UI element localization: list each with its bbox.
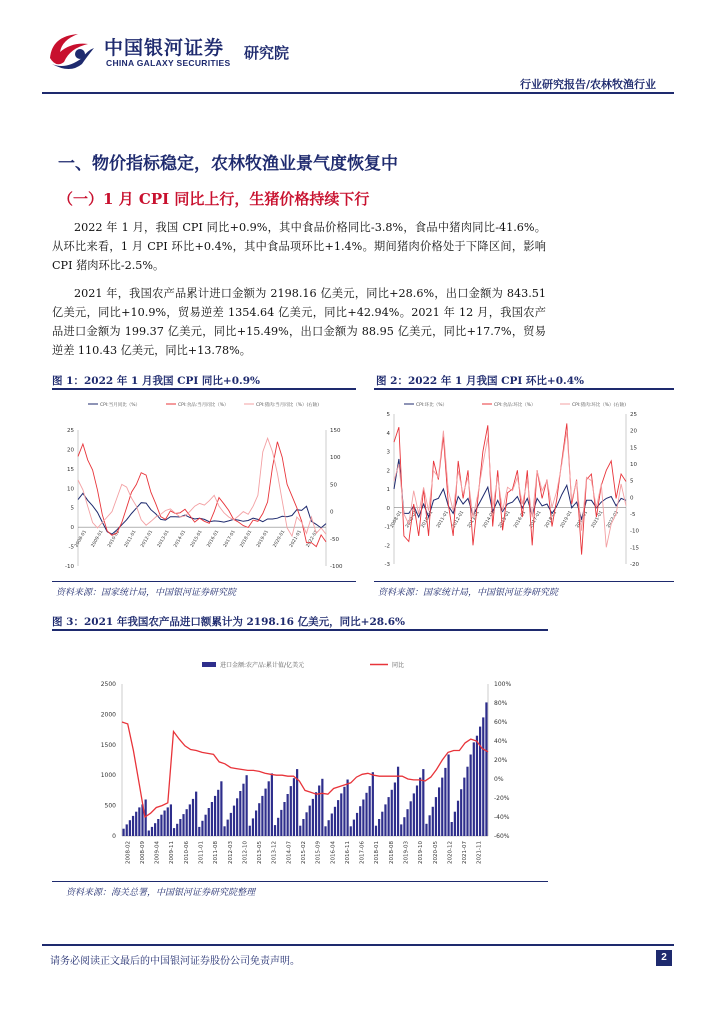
page-number: 2: [656, 950, 672, 966]
legend-label: CPI:猪肉:环比（%）(右轴): [572, 403, 627, 408]
y-tick-right: -40%: [494, 814, 510, 821]
y-tick-left: -3: [384, 562, 390, 568]
y-tick-left: 2500: [100, 681, 116, 688]
bar: [173, 828, 175, 836]
x-tick: 2010-06: [183, 841, 190, 864]
x-tick: 2017-01: [223, 529, 237, 549]
bar: [252, 818, 254, 836]
x-tick: 2020-05: [432, 841, 439, 864]
fig2-source: 资料来源：国家统计局，中国银河证券研究院: [378, 588, 559, 598]
header-rule: [42, 92, 674, 94]
x-tick: 2022-01: [305, 529, 320, 549]
y-tick-left: 10: [67, 486, 74, 493]
bar: [375, 826, 377, 836]
bar: [135, 812, 137, 836]
bar: [280, 810, 282, 836]
bar: [138, 807, 140, 836]
series-line: [78, 493, 326, 534]
bar: [394, 783, 396, 837]
bar: [220, 781, 222, 836]
bar: [400, 824, 402, 836]
bar: [214, 796, 216, 836]
bar: [482, 717, 484, 836]
bar: [271, 773, 273, 836]
y-tick-right: -20%: [494, 795, 510, 802]
bar: [460, 789, 462, 836]
x-tick: 2008-02: [125, 841, 132, 864]
x-tick: 2015-09: [315, 841, 322, 864]
y-tick-left: -2: [384, 543, 390, 550]
bar: [466, 767, 468, 836]
y-tick-left: -1: [384, 524, 390, 531]
x-tick: 2014-07: [286, 841, 293, 864]
x-tick: 2011-01: [198, 841, 205, 864]
y-tick-left: 15: [67, 466, 74, 473]
bar: [321, 779, 323, 836]
bar: [346, 780, 348, 837]
y-tick-right: 20: [630, 428, 637, 435]
bar: [208, 808, 210, 836]
company-logo: [42, 28, 98, 74]
bar: [470, 755, 472, 837]
bar: [359, 806, 361, 836]
x-tick: 2019-03: [403, 841, 410, 864]
fig1-title: 图 1：2022 年 1 月我国 CPI 同比+0.9%: [52, 375, 260, 387]
bar: [362, 800, 364, 837]
y-tick-right: 0: [630, 495, 634, 502]
bar: [302, 819, 304, 836]
report-type: 行业研究报告/农林牧渔行业: [520, 78, 657, 91]
fig3-source: 资料来源：海关总署，中国银河证券研究院整理: [66, 888, 256, 898]
footer-rule: [42, 944, 674, 946]
bar: [422, 769, 424, 836]
bar: [485, 702, 487, 836]
x-tick: 2013-01: [156, 529, 171, 549]
bar: [438, 787, 440, 836]
fig3-bottom-rule: [52, 881, 548, 882]
fig1-bottom-rule: [52, 581, 356, 582]
bar: [391, 790, 393, 836]
x-tick: 2021-07: [462, 841, 469, 864]
bar: [274, 825, 276, 836]
legend-label: CPI:食品:环比（%）: [494, 403, 536, 408]
bar: [261, 796, 263, 836]
subsection-heading: （一）1 月 CPI 同比上行，生猪价格持续下行: [58, 190, 370, 208]
institute-label: 研究院: [244, 44, 290, 62]
bar: [258, 803, 260, 836]
x-tick: 2013-01: [467, 510, 481, 530]
legend-label: CPI:食品:当月同比（%）: [178, 403, 229, 408]
y-tick-left: 2: [386, 468, 390, 475]
bar: [217, 790, 219, 836]
bar: [205, 815, 207, 836]
y-tick-left: 0: [70, 525, 74, 532]
y-tick-right: 0%: [494, 776, 504, 783]
x-tick: 2019-01: [559, 510, 574, 530]
bar: [223, 826, 225, 836]
bar: [154, 823, 156, 836]
ag-import-chart: [52, 640, 548, 876]
bar: [201, 821, 203, 836]
x-tick: 2012-10: [242, 841, 249, 864]
cpi-yoy-chart: [52, 392, 356, 578]
bar: [170, 804, 172, 836]
bar: [463, 778, 465, 836]
legend-swatch: [202, 662, 216, 667]
x-tick: 2020-01: [272, 529, 287, 549]
cpi-mom-chart: [374, 392, 674, 578]
bar: [126, 824, 128, 836]
bar: [264, 789, 266, 836]
bar: [148, 831, 150, 837]
series-line: [78, 438, 326, 536]
bar: [473, 742, 475, 836]
bar: [353, 820, 355, 836]
bar: [277, 818, 279, 836]
y-tick-right: -15: [630, 545, 639, 552]
disclaimer-note: 请务必阅读正文最后的中国银河证券股份公司免责声明。: [50, 956, 300, 967]
x-tick: 2013-05: [257, 841, 264, 864]
x-tick: 2009-11: [169, 841, 176, 864]
y-tick-right: 20%: [494, 757, 508, 764]
legend-label: CPI:环比（%）: [416, 403, 447, 408]
y-tick-right: -5: [630, 512, 636, 518]
bar: [236, 798, 238, 836]
fig1-source: 资料来源：国家统计局，中国银河证券研究院: [56, 588, 237, 598]
bar: [372, 772, 374, 836]
y-tick-right: 150: [330, 428, 341, 434]
bar: [324, 826, 326, 836]
bar: [312, 799, 314, 836]
bar: [425, 824, 427, 836]
x-tick: 2017-06: [359, 841, 366, 864]
bar: [176, 824, 178, 836]
fig3-title: 图 3：2021 年我国农产品进口额累计为 2198.16 亿美元，同比+28.6%: [52, 616, 405, 628]
legend-label: 进口金额:农产品:累计值/亿美元: [220, 662, 305, 669]
bar: [397, 767, 399, 836]
x-tick: 2021-01: [289, 529, 303, 549]
bar: [239, 791, 241, 836]
bar: [290, 786, 292, 836]
y-tick-left: -10: [65, 564, 74, 570]
x-tick: 2015-02: [301, 841, 307, 864]
bar: [293, 778, 295, 836]
x-tick: 2019-10: [418, 841, 425, 864]
y-tick-left: 5: [386, 412, 390, 418]
x-tick: 2015-01: [497, 510, 512, 530]
y-tick-right: -10: [630, 528, 639, 535]
fig2-title: 图 2：2022 年 1 月我国 CPI 环比+0.4%: [376, 375, 584, 387]
bar: [160, 815, 162, 836]
bar: [410, 801, 412, 836]
fig1-rule: [52, 388, 356, 390]
bar: [129, 820, 131, 836]
y-tick-right: -60%: [494, 833, 510, 840]
bar: [337, 800, 339, 836]
bar: [457, 801, 459, 836]
bar: [167, 807, 169, 836]
bar: [179, 819, 181, 836]
series-line: [122, 722, 488, 817]
y-tick-left: 20: [67, 447, 74, 454]
y-tick-left: 5: [70, 505, 74, 512]
bar: [189, 804, 191, 836]
bar: [384, 804, 386, 836]
bar: [432, 807, 434, 836]
bar: [435, 797, 437, 836]
bar: [227, 820, 229, 836]
y-tick-right: 15: [630, 445, 637, 452]
y-tick-right: 50: [330, 482, 337, 489]
bar: [447, 755, 449, 837]
x-tick: 2009-04: [154, 841, 161, 864]
bar: [249, 826, 251, 836]
y-tick-left: 1: [386, 487, 390, 493]
y-tick-right: 100: [330, 455, 341, 462]
x-tick: 2016-01: [513, 510, 528, 530]
bar: [305, 812, 307, 836]
y-tick-left: -5: [68, 544, 74, 551]
x-tick: 2021-01: [590, 510, 605, 530]
bar: [381, 812, 383, 836]
x-tick: 2021-11: [476, 841, 483, 864]
bar: [328, 820, 330, 836]
x-tick: 2010-01: [420, 510, 435, 530]
y-tick-left: 4: [386, 430, 390, 437]
bar: [476, 736, 478, 836]
x-tick: 2014-01: [482, 510, 497, 530]
y-tick-left: 2000: [100, 711, 116, 719]
bar: [403, 817, 405, 836]
bar: [195, 792, 197, 836]
y-tick-left: 3: [386, 449, 390, 456]
x-tick: 2012-01: [140, 529, 155, 549]
y-tick-right: 80%: [494, 700, 508, 707]
bar: [388, 797, 390, 836]
x-tick: 2012-01: [451, 510, 466, 530]
bar: [315, 792, 317, 836]
bar: [182, 814, 184, 836]
x-tick: 2015-01: [189, 529, 204, 549]
y-tick-left: 500: [104, 802, 116, 810]
x-tick: 2011-01: [436, 510, 450, 530]
y-tick-right: -100: [330, 564, 343, 570]
bar: [340, 793, 342, 836]
x-tick: 2019-01: [256, 529, 270, 549]
bar: [331, 814, 333, 837]
bar: [287, 794, 289, 836]
y-tick-right: -50: [330, 536, 339, 543]
x-tick: 2018-08: [388, 841, 395, 864]
x-tick: 2010-01: [107, 529, 122, 549]
x-tick: 2014-01: [173, 529, 188, 549]
x-tick: 2009-01: [405, 510, 419, 530]
fig2-bottom-rule: [374, 581, 674, 582]
bar: [198, 827, 200, 836]
bar: [479, 727, 481, 836]
bar: [309, 806, 311, 836]
x-tick: 2018-01: [544, 510, 559, 530]
bar: [441, 778, 443, 836]
x-tick: 2011-01: [123, 529, 138, 549]
y-tick-right: 25: [630, 412, 637, 418]
bar: [163, 811, 165, 837]
bar: [416, 786, 418, 837]
y-tick-left: 0: [386, 505, 390, 512]
y-tick-right: 40%: [494, 738, 508, 745]
y-tick-right: 5: [630, 478, 634, 485]
bar: [369, 786, 371, 836]
fig2-rule: [374, 388, 674, 390]
bar: [451, 822, 453, 836]
section-heading: 一、物价指标稳定，农林牧渔业景气度恢复中: [58, 154, 398, 174]
x-tick: 2008-09: [139, 841, 146, 864]
bar: [350, 826, 352, 836]
bar: [444, 768, 446, 836]
bar: [211, 802, 213, 836]
y-tick-right: -20: [630, 562, 639, 568]
bar: [365, 793, 367, 836]
y-tick-left: 25: [67, 428, 74, 434]
bar: [255, 811, 257, 837]
company-name-en: CHINA GALAXY SECURITIES: [106, 58, 231, 68]
bar: [299, 826, 301, 836]
paragraph-trade: 2021 年，我国农产品累计进口金额为 2198.16 亿美元，同比+28.6%，出口金额为 843.51 亿美元，同比+10.9%，贸易逆差 1354.64 亿美元，同比+42.94%。2021 年 12 月，我国农产品进口金额为 199.37 亿美元，同比+15.49%，出口金额为 88.95 亿美元，同比+17.7%，贸易逆差 110.43 亿美元，同比+13.78%。: [52, 287, 546, 357]
bar: [132, 816, 134, 836]
x-tick: 2020-01: [575, 510, 590, 530]
x-tick: 2017-01: [528, 510, 543, 530]
y-tick-right: 0: [330, 509, 334, 516]
x-tick: 2009-01: [90, 529, 105, 549]
bar: [233, 806, 235, 836]
x-tick: 2022-01: [606, 510, 620, 530]
bar: [429, 815, 431, 836]
bar: [406, 809, 408, 836]
bar: [246, 775, 248, 836]
bar: [242, 784, 244, 836]
galaxy-logo-icon: [42, 28, 98, 74]
bar: [334, 807, 336, 836]
bar: [157, 819, 159, 836]
bar: [151, 827, 153, 836]
x-tick: 2016-04: [330, 841, 337, 864]
bar: [283, 802, 285, 836]
bar: [378, 819, 380, 836]
bar: [192, 799, 194, 836]
legend-label: CPI:猪肉:当月同比（%）(右轴): [256, 403, 320, 408]
x-tick: 2008-01: [74, 529, 88, 549]
x-tick: 2008-01: [389, 510, 404, 530]
paragraph-cpi: 2022 年 1 月，我国 CPI 同比+0.9%，其中食品价格同比-3.8%，食品中猪肉同比-41.6%。从环比来看，1 月 CPI 环比+0.4%，其中食品项环比+1.4%。期间猪肉价格处于下降区间，影响 CPI 猪肉环比-2.5%。: [52, 221, 546, 272]
bar: [186, 809, 188, 836]
x-tick: 2020-12: [447, 841, 454, 864]
bar: [122, 829, 124, 836]
y-tick-left: 1500: [100, 741, 116, 749]
legend-label: 同比: [392, 662, 405, 669]
legend-label: CPI:当月同比（%）: [100, 403, 140, 408]
bar: [454, 812, 456, 836]
y-tick-left: 1000: [100, 772, 116, 780]
bar: [230, 813, 232, 836]
bar: [419, 778, 421, 836]
x-tick: 2012-03: [227, 841, 234, 864]
x-tick: 2018-01: [239, 529, 254, 549]
bar: [413, 793, 415, 836]
fig3-rule: [52, 629, 548, 631]
bar: [268, 781, 270, 836]
bar: [356, 813, 358, 836]
y-tick-right: 60%: [494, 719, 508, 726]
x-tick: 2016-11: [344, 841, 351, 864]
x-tick: 2013-12: [271, 841, 278, 864]
x-tick: 2011-08: [213, 841, 220, 864]
y-tick-right: 100%: [494, 681, 512, 688]
y-tick-left: 0: [112, 833, 116, 840]
y-tick-right: 10: [630, 462, 637, 468]
bar: [343, 787, 345, 836]
x-tick: 2018-01: [374, 841, 381, 864]
company-name-cn: 中国银河证券: [104, 37, 225, 59]
x-tick: 2016-01: [206, 529, 221, 549]
